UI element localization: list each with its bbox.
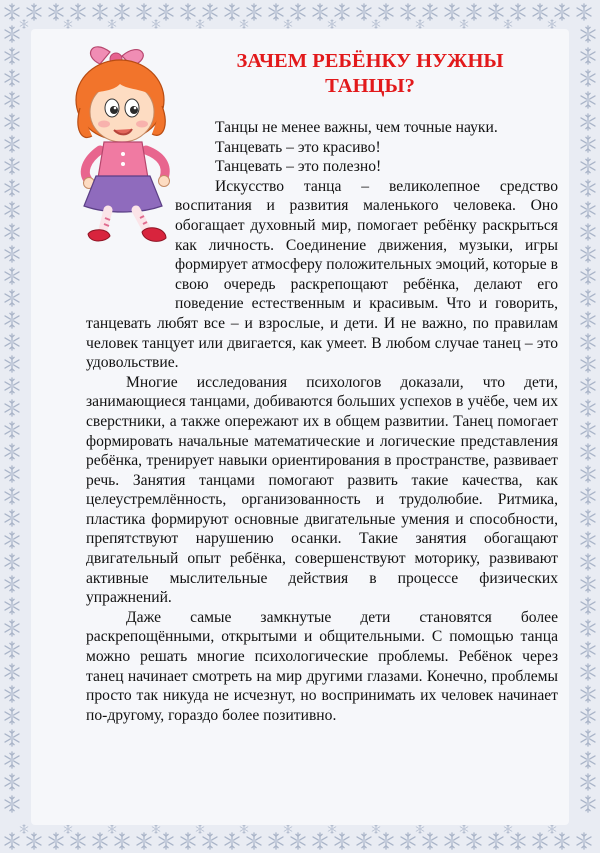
snowflake-icon (5, 290, 19, 306)
snowflake-icon (581, 664, 595, 680)
snowflake-icon (225, 4, 239, 20)
snowflake-icon (5, 774, 19, 790)
snowflake-icon (181, 4, 195, 20)
snowflake-icon (5, 378, 19, 394)
snowflake-icon (5, 356, 19, 372)
page-title: ЗАЧЕМ РЕБЁНКУ НУЖНЫ ТАНЦЫ? (236, 50, 504, 97)
snowflake-icon (581, 620, 595, 636)
snowflake-icon (5, 686, 19, 702)
snowflake-icon (533, 833, 547, 849)
snowflake-icon (5, 664, 19, 680)
snowflake-icon (196, 20, 204, 29)
snowflake-icon (460, 825, 468, 834)
snowflake-icon (5, 92, 19, 108)
snowflake-icon (5, 752, 19, 768)
snowflake-icon (581, 334, 595, 350)
snowflake-icon (247, 4, 261, 20)
snowflake-icon (203, 833, 217, 849)
paragraph: Искусство танца – великолепное средство воспитания и развития маленького человека. Оно обогащает духовный мир, помогает ребёнку раскрыться как личность. Соединение движения, музыки, игры формирует атмосферу положительных эмоций, которые в свою очередь раскрепощают ребёнка, делают его поведение естественным и красивым. Что и говорить, танцевать любят все – и взрослые, и дети. И не важно, по правилам человек танцует или двигается, как умеет. В любом случае танец – это удовольствие. (86, 177, 558, 372)
snowflake-icon (511, 4, 525, 20)
snowflake-icon (581, 290, 595, 306)
snowflake-icon (240, 825, 248, 834)
snowflake-icon (504, 20, 512, 29)
snowflake-icon (71, 833, 85, 849)
snowflake-icon (5, 158, 19, 174)
snowflake-icon (581, 730, 595, 746)
snowflake-icon (313, 833, 327, 849)
snowflake-icon (581, 686, 595, 702)
snowflake-icon (93, 4, 107, 20)
snowflake-icon (423, 833, 437, 849)
paragraph: Многие исследования психологов доказали, что дети, занимающиеся танцами, добиваются больших успехов в учёбе, чем их сверстники, а также опережают их в общем развитии. Танец помогает формировать начальные математические и логические представления ребёнка, тренирует навыки ориентирования в пространстве, развивает речь. Занятия танцами помогают развить такие качества, как целеустремлённость, организованность и трудолюбие. Ритмика, пластика формируют основные двигательные умения и способности, препятствуют нарушению осанки. Такие занятия обогащают двигательный опыт ребёнка, совершенствуют моторику, развивают активные мыслительные действия в процессе физических упражнений. (86, 373, 558, 607)
snowflake-icon (504, 825, 512, 834)
snowflake-icon (159, 4, 173, 20)
snowflake-icon (548, 825, 556, 834)
snowflake-icon (5, 576, 19, 592)
snowflake-icon (5, 466, 19, 482)
snowflake-icon (581, 576, 595, 592)
snowflake-icon (581, 752, 595, 768)
snowflake-icon (581, 158, 595, 174)
snowflake-icon (581, 180, 595, 196)
snowflake-icon (581, 356, 595, 372)
snowflake-icon (581, 136, 595, 152)
snowflake-icon (581, 26, 595, 42)
snowflake-icon (71, 4, 85, 20)
snowflake-icon (581, 92, 595, 108)
snowflake-icon (115, 4, 129, 20)
snowflake-icon (269, 4, 283, 20)
snowflake-icon (49, 4, 63, 20)
snowflake-icon (5, 48, 19, 64)
snowflake-icon (460, 20, 468, 29)
snowflake-icon (467, 4, 481, 20)
snowflake-icon (577, 4, 591, 20)
snowflake-icon (203, 4, 217, 20)
snowflake-icon (5, 620, 19, 636)
snowflake-icon (291, 833, 305, 849)
snowflake-icon (581, 796, 595, 812)
snowflake-icon (27, 4, 41, 20)
snowflake-icon (115, 833, 129, 849)
snowflake-icon (313, 4, 327, 20)
snowflake-icon (357, 4, 371, 20)
snowflake-icon (108, 20, 116, 29)
intro-line: Танцевать – это полезно! (215, 158, 382, 176)
snowflake-icon (49, 833, 63, 849)
snowflake-icon (5, 268, 19, 284)
snowflake-icon (581, 268, 595, 284)
snowflake-icon (152, 825, 160, 834)
paragraph: Даже самые замкнутые дети становятся более раскрепощёнными, открытыми и общительными. С помощью танца можно решать многие психологические проблемы. Ребёнок через танец начинает смотреть на мир другими глазами. Конечно, проблемы просто так никуда не исчезнут, но воспринимать их человек начинает по-другому, гораздо более позитивно. (86, 608, 558, 724)
intro-line: Танцевать – это красиво! (215, 138, 381, 156)
snowflake-icon (64, 20, 72, 29)
snowflake-icon (379, 833, 393, 849)
snowflake-icon (577, 833, 591, 849)
snowflake-icon (284, 20, 292, 29)
article-body (86, 118, 558, 725)
snowflake-icon (225, 833, 239, 849)
snowflake-icon (548, 20, 556, 29)
snowflake-icon (5, 136, 19, 152)
snowflake-icon (5, 510, 19, 526)
snowflake-icon (581, 378, 595, 394)
snowflake-icon (555, 4, 569, 20)
snowflake-icon (357, 833, 371, 849)
snowflake-icon (5, 202, 19, 218)
snowflake-icon (581, 466, 595, 482)
snowflake-icon (335, 4, 349, 20)
snowflake-icon (159, 833, 173, 849)
snowflake-icon (27, 833, 41, 849)
snowflake-icon (581, 70, 595, 86)
snowflake-icon (5, 334, 19, 350)
snowflake-icon (5, 114, 19, 130)
snowflake-icon (372, 825, 380, 834)
snowflake-icon (581, 598, 595, 614)
snowflake-icon (581, 246, 595, 262)
snowflake-icon (379, 4, 393, 20)
snowflake-icon (581, 422, 595, 438)
snowflake-icon (423, 4, 437, 20)
intro-line: Танцы не менее важны, чем точные науки. (215, 119, 498, 136)
snowflake-icon (581, 202, 595, 218)
snowflake-icon (335, 833, 349, 849)
snowflake-icon (137, 833, 151, 849)
snowflake-icon (416, 20, 424, 29)
snowflake-icon (581, 312, 595, 328)
snowflake-icon (5, 554, 19, 570)
snowflake-icon (108, 825, 116, 834)
snowflake-icon (581, 224, 595, 240)
snowflake-icon (5, 796, 19, 812)
snowflake-icon (5, 444, 19, 460)
snowflake-icon (555, 833, 569, 849)
snowflake-icon (581, 708, 595, 724)
snowflake-icon (581, 554, 595, 570)
snowflake-icon (5, 642, 19, 658)
snowflake-icon (581, 48, 595, 64)
snowflake-icon (581, 444, 595, 460)
snowflake-icon (240, 20, 248, 29)
snowflake-icon (5, 224, 19, 240)
snowflake-icon (445, 4, 459, 20)
snowflake-icon (64, 825, 72, 834)
snowflake-icon (5, 833, 19, 849)
snowflake-icon (328, 825, 336, 834)
snowflake-icon (291, 4, 305, 20)
snowflake-icon (5, 730, 19, 746)
snowflake-icon (416, 825, 424, 834)
snowflake-icon (5, 598, 19, 614)
snowflake-icon (328, 20, 336, 29)
snowflake-icon (489, 4, 503, 20)
snowflake-icon (581, 114, 595, 130)
snowflake-icon (533, 4, 547, 20)
snowflake-icon (401, 833, 415, 849)
snowflake-icon (269, 833, 283, 849)
snowflake-icon (581, 642, 595, 658)
snowflake-icon (5, 26, 19, 42)
snowflake-icon (5, 312, 19, 328)
snowflake-icon (284, 825, 292, 834)
snowflake-icon (5, 400, 19, 416)
snowflake-icon (93, 833, 107, 849)
snowflake-icon (467, 833, 481, 849)
snowflake-icon (581, 400, 595, 416)
snowflake-icon (5, 488, 19, 504)
snowflake-icon (5, 4, 19, 20)
snowflake-icon (401, 4, 415, 20)
snowflake-icon (5, 70, 19, 86)
snowflake-icon (489, 833, 503, 849)
snowflake-icon (137, 4, 151, 20)
snowflake-icon (581, 488, 595, 504)
snowflake-icon (181, 833, 195, 849)
snowflake-icon (581, 532, 595, 548)
snowflake-icon (5, 180, 19, 196)
snowflake-icon (5, 708, 19, 724)
snowflake-icon (5, 422, 19, 438)
snowflake-icon (511, 833, 525, 849)
snowflake-icon (581, 774, 595, 790)
snowflake-icon (20, 20, 28, 29)
snowflake-icon (581, 510, 595, 526)
snowflake-icon (372, 20, 380, 29)
snowflake-icon (20, 825, 28, 834)
snowflake-icon (152, 20, 160, 29)
snowflake-icon (196, 825, 204, 834)
snowflake-icon (5, 532, 19, 548)
snowflake-icon (247, 833, 261, 849)
snowflake-icon (5, 246, 19, 262)
snowflake-icon (445, 833, 459, 849)
